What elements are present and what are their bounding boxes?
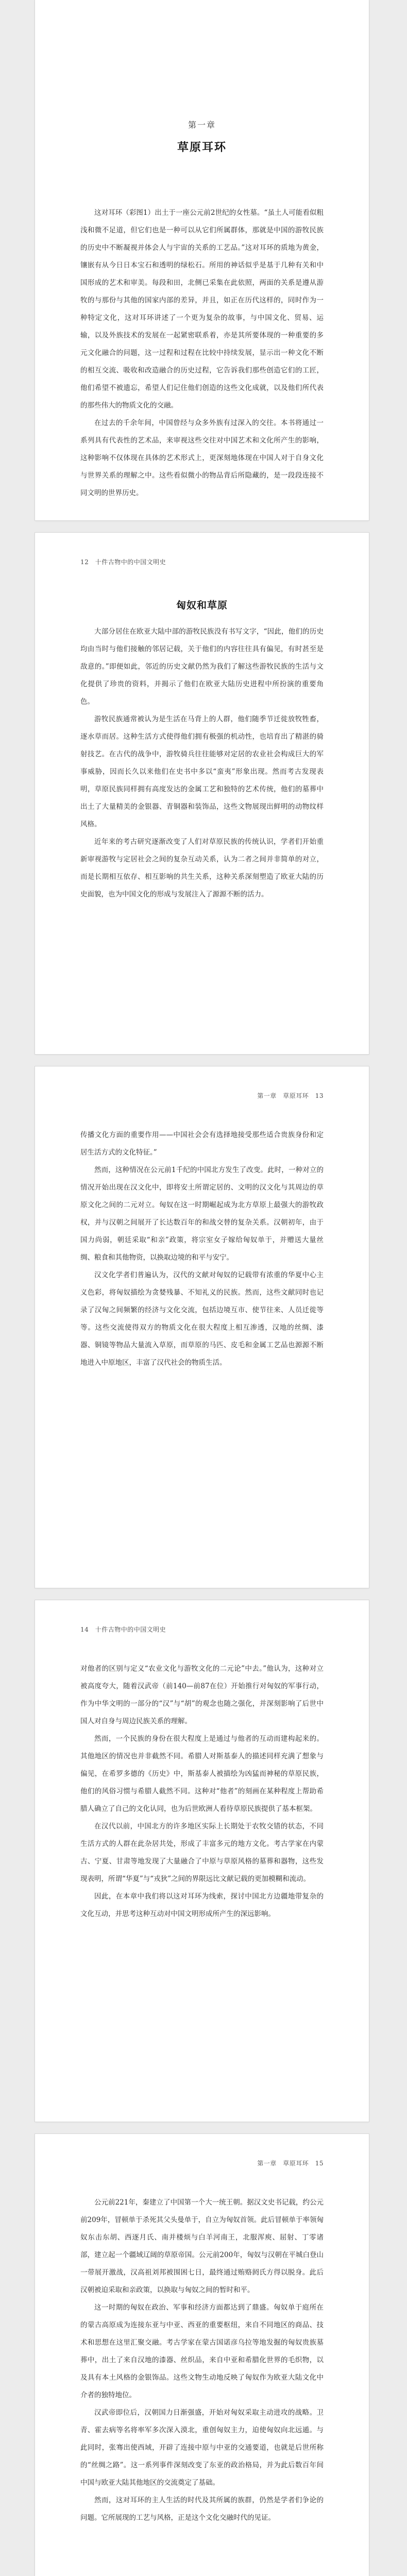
paragraph: 然而，一个民族的身份在很大程度上是通过与他者的互动而建构起来的。其他地区的情况也并非截然不同。希腊人对斯基泰人的描述同样充满了想象与偏见，在希罗多德的《历史》中，斯基泰人被描绘为凶猛而神秘的草原民族，他们的风俗习惯与希腊人截然不同。这种对“他者”的刻画在某种程度上帮助希腊人确立了自己的文化认同，也为后世欧洲人看待草原民族提供了基本框架。	[80, 1735, 324, 1813]
page-3	[35, 1066, 369, 1588]
paragraph: 因此，在本章中我们将以这对耳环为线索，探讨中国北方边疆地带复杂的文化互动，并思考这种互动对中国文明形成所产生的深远影响。	[80, 1892, 324, 1918]
paragraph: 对他者的区别与定义“农业文化与游牧文化的二元论”中去。”他认为，这种对立被高度夸大，随着汉武帝（前140—前87在位）开始推行对匈奴的军事行动，作为中华文明的一部分的“汉”与“胡”的观念也随之强化，并深刻影响了后世中国人对自身与周边民族关系的理解。	[80, 1665, 324, 1725]
paragraph: 这对耳环（彩图1）出土于一座公元前2世纪的女性墓。“虽土人可能看似粗浅和微不足道，但它们也是一种可以从它们所属群体，那就是中国的游牧民族的历史中不断凝视并体会人与宇宙的关系的工艺品。”这对耳环的质地为黄金，镶嵌有从今日日本宝石和透明的绿松石。所用的神话似乎是基于几种有关和中国形成的艺术和审美。每段和田，北侧已采集在此依照，两面的关系是遵从游牧的与那份与其他的国家内部的差异，并且，如正在历代这样的，同时作为一种特定文化，这对耳环讲述了一个更为复杂的故事，与中国文化、贸易、运输，以及外族技术的发展在一起紧密联系着，亦是其所要体现的一种重要的多元文化融合的问题，这一过程和过程在比较中持续发展，显示出一种文化不断的相互交流、吸收和改造融合的历史过程，它告诉我们那些创造它们的工匠，他们希望不被遗忘，希望人们记住他们创造的这些文化成就，以及他们所代表的那些伟大的物质文化的交融。	[80, 209, 324, 410]
paragraph: 游牧民族通常被认为是生活在马背上的人群，他们随季节迁徙放牧牲畜，逐水草而居。这种生活方式使得他们拥有极强的机动性，也培育出了精湛的骑射技艺。在古代的战争中，游牧骑兵往往能够对定居的农业社会构成巨大的军事威胁，因而长久以来他们在史书中多以“蛮夷”形象出现。然而考古发现表明，草原民族同样拥有高度发达的金属工艺和独特的艺术传统，他们的墓葬中出土了大量精美的金银器、青铜器和装饰品，这些文物展现出鲜明的动物纹样风格。	[80, 715, 324, 828]
paragraph: 汉武帝即位后，汉朝国力日渐强盛，开始对匈奴采取主动进攻的战略。卫青、霍去病等名将率军多次深入漠北，重创匈奴主力，迫使匈奴向北远遁。与此同时，张骞出使西域，开辟了连接中原与中亚的交通要道，也就是后世所称的“丝绸之路”。这一系列事件深刻改变了东亚的政治格局，并为此后数百年间中国与欧亚大陆其他地区的交流奠定了基础。	[80, 2409, 324, 2487]
paragraph: 这一时期的匈奴在政治、军事和经济方面都达到了鼎盛。匈奴单于庭所在的蒙古高原成为连接东亚与中亚、西亚的重要枢纽，来自不同地区的商品、技术和思想在这里汇聚交融。考古学家在蒙古国诺彦乌拉等地发掘的匈奴贵族墓葬中，出土了来自汉地的漆器、丝织品，来自中亚和希腊化世界的毛织物，以及具有本土风格的金银饰品。这些文物生动地反映了匈奴作为欧亚大陆文化中介者的独特地位。	[80, 2303, 324, 2399]
paragraph: 近年来的考古研究逐渐改变了人们对草原民族的传统认识，学者们开始重新审视游牧与定居社会之间的复杂互动关系，认为二者之间并非简单的对立，而是长期相互依存、相互影响的共生关系，这种关系深刻塑造了欧亚大陆的历史面貌，也为中国文化的形成与发展注入了源源不断的活力。	[80, 838, 324, 899]
paragraph: 传播文化方面的重要作用——中国社会会有选择地接受那些适合贵族身份和定居生活方式的文化特征。”	[80, 1131, 324, 1157]
paragraph: 然而，这对耳环的主人生活的时代及其所属的族群，仍然是学者们争论的问题。它所展现的工艺与风格，正是这个文化交融时代的见证。	[80, 2496, 324, 2522]
paragraph: 汉文化学者们普遍认为，汉代的文献对匈奴的记载带有浓重的华夏中心主义色彩，将匈奴描绘为贪婪残暴、不知礼义的民族。然而，这些文献同时也记录了汉匈之间频繁的经济与文化交流，包括边境互市、使节往来、人员迁徙等等。这些交流使得双方的物质文化在很大程度上相互渗透，汉地的丝绸、漆器、铜镜等物品大量流入草原，而草原的马匹、皮毛和金属工艺品也源源不断地进入中原地区，丰富了汉代社会的物质生活。	[80, 1271, 324, 1367]
page-5	[35, 2134, 369, 2576]
paragraph: 公元前221年，秦建立了中国第一个大一统王朝。据汉文史书记载，约公元前209年，冒顿单于杀死其父头曼单于，自立为匈奴首领。此后冒顿单于率领匈奴东击东胡、西逐月氏、南并楼烦与白羊河南王，北服浑庾、屈射、丁零诸部，建立起一个疆域辽阔的草原帝国。公元前200年，匈奴与汉朝在平城白登山一带展开激战，汉高祖刘邦被围困七日，最终通过贿赂阏氏方得以脱身。此后汉朝被迫采取和亲政策，以换取与匈奴之间的暂时和平。	[80, 2198, 324, 2294]
paragraph: 在过去的千余年间，中国曾经与众多外族有过深入的交往。本书将通过一系列具有代表性的艺术品，来审视这些交往对中国艺术和文化所产生的影响，这种影响不仅体现在具体的艺术形式上，更深刻地体现在中国人对于自身文化与世界关系的理解之中。这些看似微小的物品背后所隐藏的，是一段段连接不同文明的世界历史。	[80, 419, 324, 497]
page-4	[35, 1600, 369, 2122]
paragraph: 然而，这种情况在公元前1千纪的中国北方发生了改变。此时，一种对立的情况开始出现在汉文化中，即将安土所谓定居的、文明的汉文化与其周边的草原文化之间的二元对立。匈奴在这一时期崛起成为北方草原上最强大的游牧政权，并与汉朝之间展开了长达数百年的和战交替的复杂关系。汉朝初年，由于国力尚弱，朝廷采取“和亲”政策，将宗室女子嫁给匈奴单于，并赠送大量丝绸、粮食和其他物资，以换取边境的和平与安宁。	[80, 1166, 324, 1262]
page-1	[35, 0, 369, 520]
paragraph: 大部分居住在欧亚大陆中部的游牧民族没有书写文字，“因此，他们的历史均由当时与他们接触的邻居记载，关于他们的内容往往具有偏见，有时甚至是敌意的。”即便如此，邻近的历史文献仍然为我们了解这些游牧民族的生活与文化提供了珍贵的资料，并揭示了他们在欧亚大陆历史进程中所扮演的重要角色。	[80, 628, 324, 706]
chapter-label: 第一章	[188, 120, 216, 130]
running-head: 14 十件古物中的中国文明史	[80, 1626, 166, 1633]
running-head: 12 十件古物中的中国文明史	[80, 558, 166, 566]
page-2	[35, 533, 369, 1054]
section-title: 匈奴和草原	[176, 600, 228, 611]
running-head: 第一章 草原耳环 15	[257, 2160, 324, 2167]
paragraph: 在汉代以前，中国北方的许多地区实际上长期处于农牧交错的状态，不同生活方式的人群在此杂居共处，形成了丰富多元的地方文化。考古学家在内蒙古、宁夏、甘肃等地发现了大量融合了中原与草原风格的墓葬和器物，这些发现表明，所谓“华夏”与“戎狄”之间的界限远比文献记载的更加模糊和流动。	[80, 1822, 324, 1883]
chapter-title: 草原耳环	[177, 141, 227, 154]
running-head: 第一章 草原耳环 13	[257, 1092, 324, 1099]
